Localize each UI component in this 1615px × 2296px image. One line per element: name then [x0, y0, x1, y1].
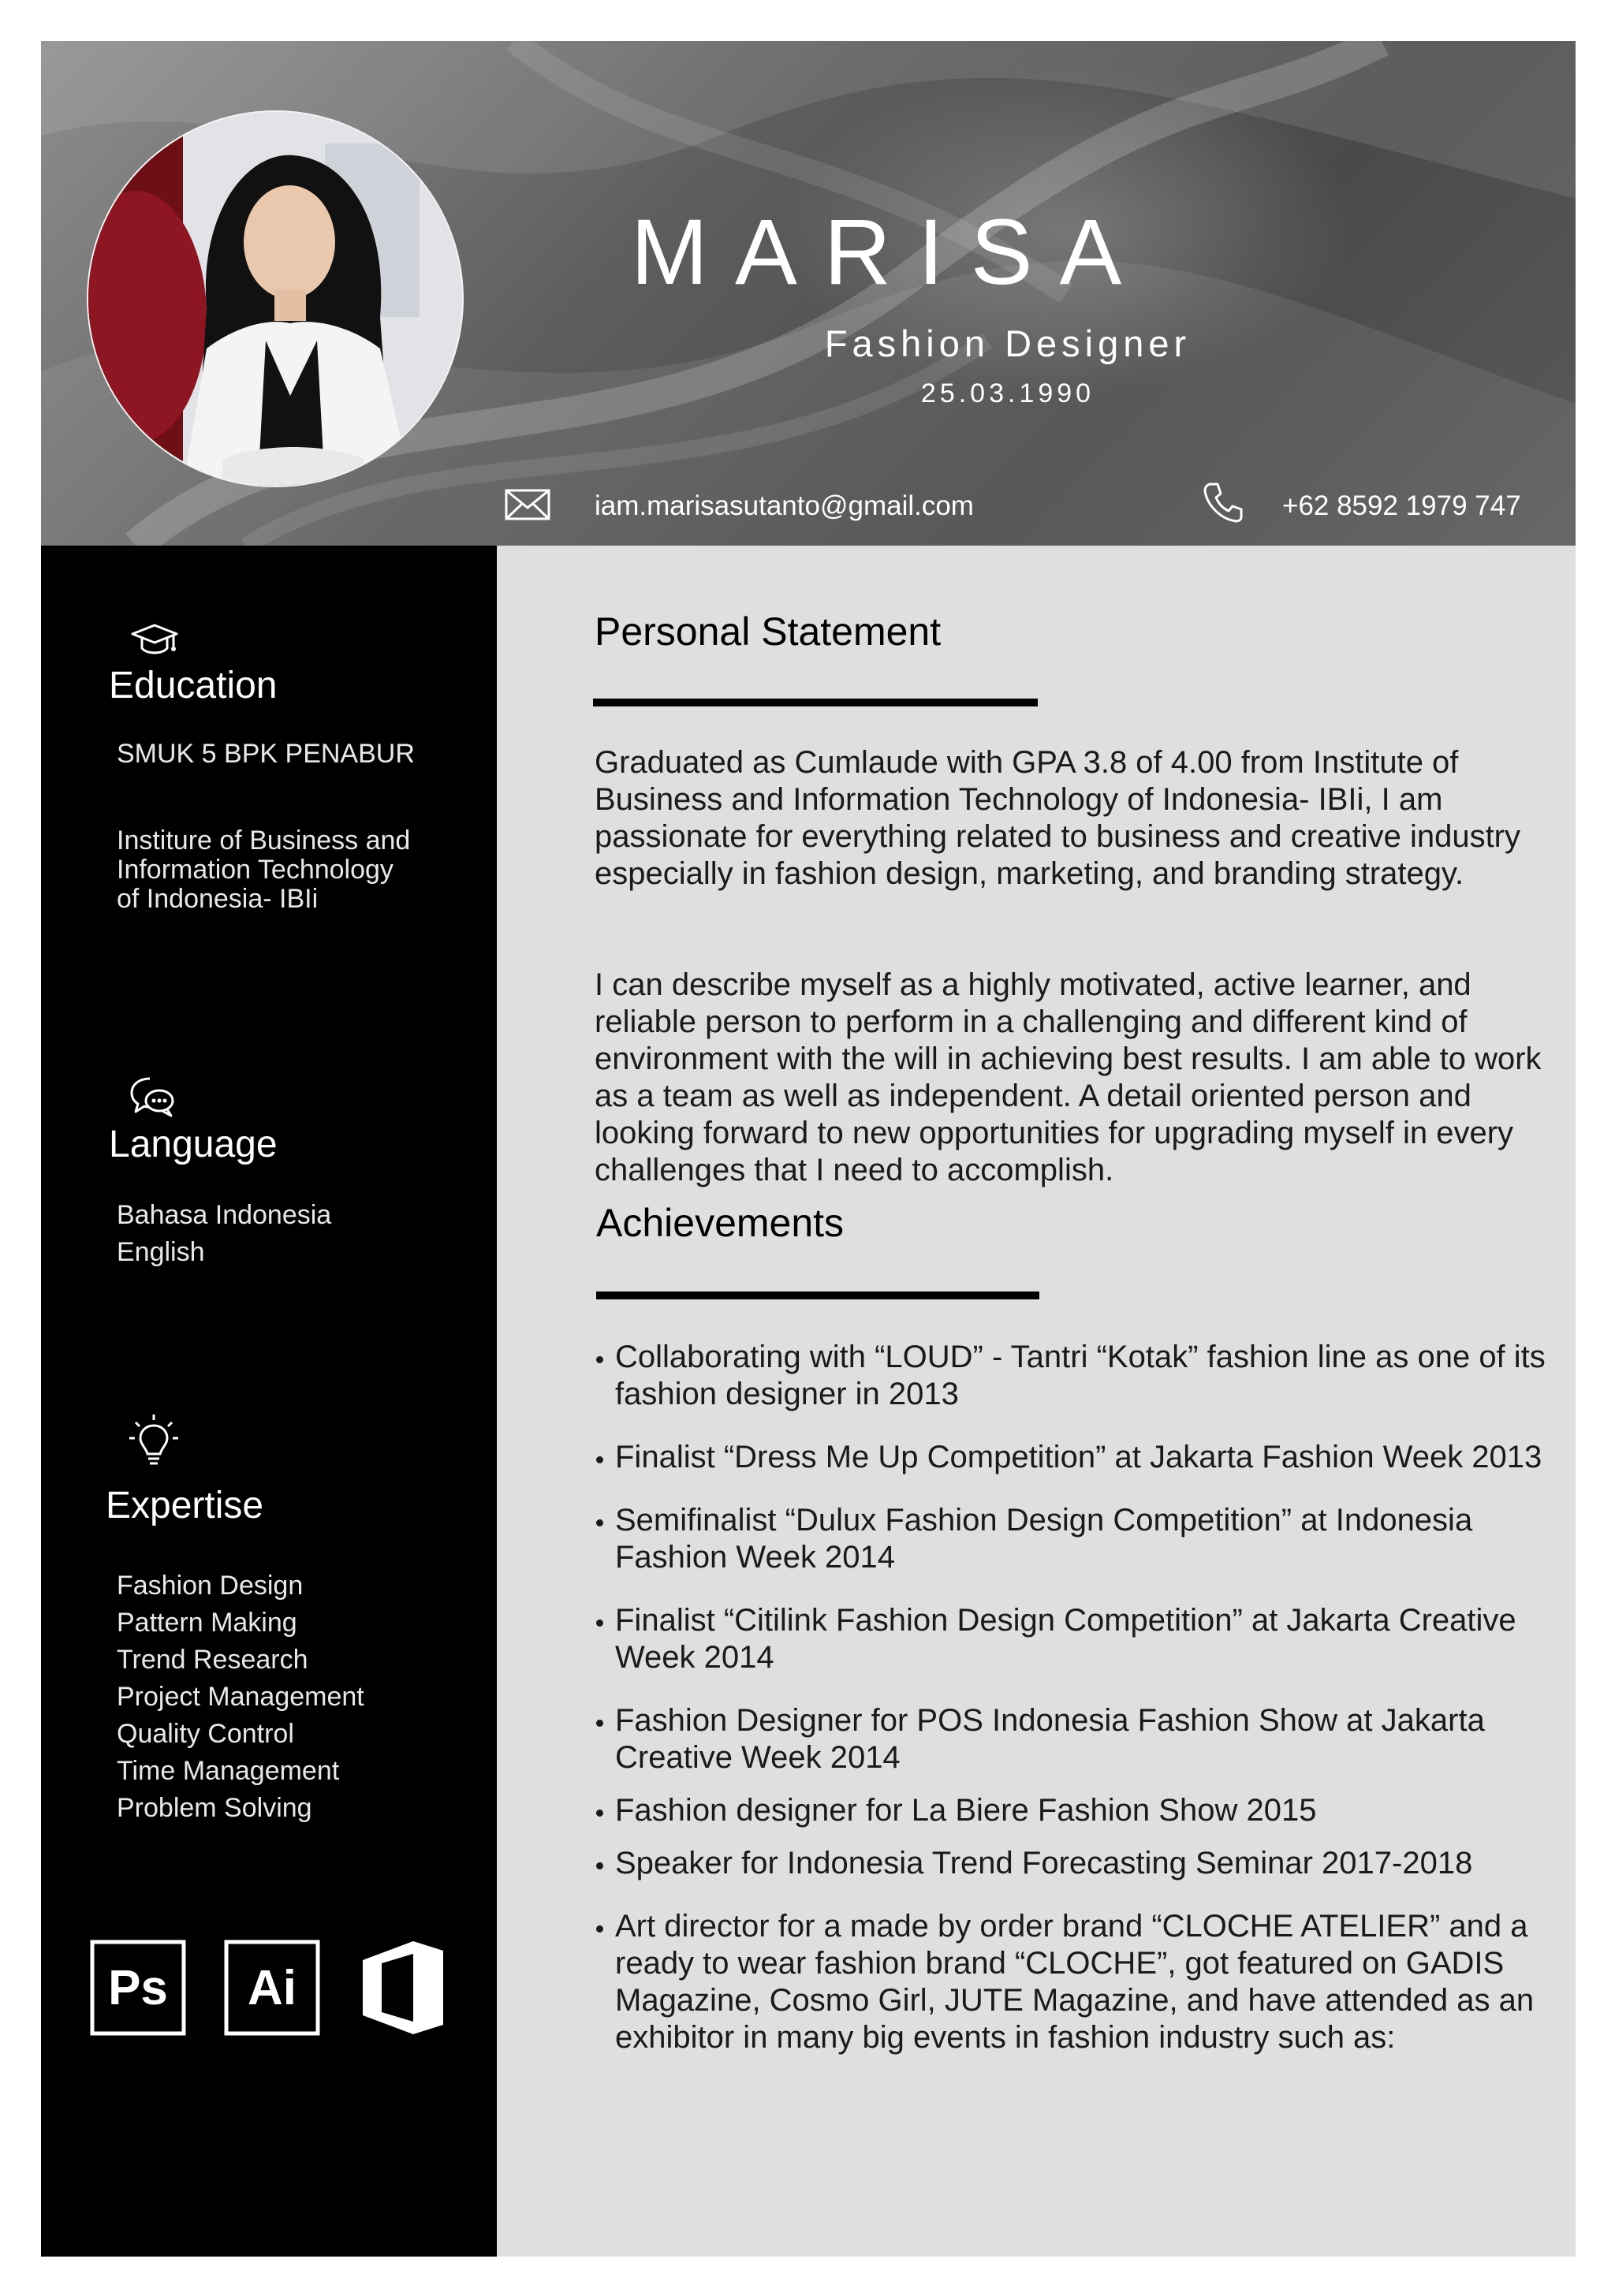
birth-date: 25.03.1990 [920, 378, 1095, 408]
phone-number[interactable]: +62 8592 1979 747 [1282, 490, 1521, 521]
expertise-item: Project Management [117, 1682, 364, 1712]
achievements-heading: Achievements [596, 1201, 845, 1245]
expertise-item: Time Management [117, 1756, 340, 1786]
illustrator-icon [224, 1940, 320, 2036]
main-content [497, 546, 1576, 2257]
university-line-1: Institure of Business and [117, 826, 411, 855]
phone-icon [1202, 481, 1244, 524]
achievement-item: Fashion designer for La Biere Fashion Show 2015 [595, 1792, 1565, 1829]
achievement-item: Finalist “Dress Me Up Competition” at Jakarta Fashion Week 2013 [595, 1439, 1565, 1476]
personal-statement-heading: Personal Statement [595, 609, 942, 654]
achievement-item: Speaker for Indonesia Trend Forecasting Seminar 2017-2018 [595, 1845, 1565, 1882]
statement-paragraph-1: Graduated as Cumlaude with GPA 3.8 of 4.00 from Institute of Business and Information Technology of Indonesia- IBIi, I am passionate for everything related to business and creative industry especially in fashion design, marketing, and branding strategy. [595, 745, 1521, 891]
envelope-icon [505, 489, 550, 520]
profile-photo [87, 110, 464, 487]
photoshop-label: Ps [108, 1961, 168, 2015]
achievement-item: Art director for a made by order brand “CLOCHE ATELIER” and a ready to wear fashion brand “CLOCHE”, got featured on GADIS Magazine, Cosmo Girl, JUTE Magazine, and have attended as an exhibitor in many big events in fashion industry such as: [595, 1908, 1565, 2056]
language-item: English [117, 1237, 205, 1267]
heading-underline [596, 1292, 1039, 1299]
lightbulb-icon [128, 1413, 180, 1470]
language-item: Bahasa Indonesia [117, 1200, 332, 1230]
language-list [117, 1197, 331, 1271]
achievement-item: Collaborating with “LOUD” - Tantri “Kotak” fashion line as one of its fashion designer in 2013 [595, 1339, 1565, 1413]
chat-bubbles-icon [128, 1074, 177, 1118]
resume-page [41, 41, 1576, 2257]
illustrator-label: Ai [248, 1961, 297, 2015]
resume-header [41, 41, 1576, 546]
expertise-item: Fashion Design [117, 1571, 304, 1601]
expertise-item: Trend Research [117, 1645, 308, 1675]
job-title: Fashion Designer [824, 322, 1192, 364]
language-heading: Language [109, 1124, 278, 1165]
expertise-heading: Expertise [106, 1485, 264, 1526]
achievement-item: Fashion Designer for POS Indonesia Fashion Show at Jakarta Creative Week 2014 [595, 1702, 1565, 1776]
school-name: SMUK 5 BPK PENABUR [117, 739, 415, 769]
achievement-item: Semifinalist “Dulux Fashion Design Competition” at Indonesia Fashion Week 2014 [595, 1502, 1565, 1576]
sidebar [41, 546, 497, 2257]
photoshop-icon [90, 1940, 186, 2036]
expertise-item: Quality Control [117, 1719, 294, 1749]
achievement-item: Finalist “Citilink Fashion Design Competition” at Jakarta Creative Week 2014 [595, 1602, 1565, 1676]
candidate-name: MARISA [630, 200, 1149, 304]
statement-paragraph-2: I can describe myself as a highly motivated, active learner, and reliable person to perform in a challenging and different kind of environment with the will in achieving best results. I am able to work as a team as well as independent. A detail oriented person and looking forward to new opportunities for upgrading myself in every challenges that I need to accomplish. [595, 967, 1542, 1187]
education-heading: Education [109, 665, 278, 706]
expertise-item: Pattern Making [117, 1608, 297, 1638]
graduation-cap-icon [129, 621, 180, 659]
office-icon [358, 1936, 446, 2039]
achievements-list [595, 1339, 1565, 2056]
heading-underline [593, 699, 1038, 706]
university-line-3: of Indonesia- IBIi [117, 884, 319, 914]
expertise-item: Problem Solving [117, 1793, 312, 1823]
email-link[interactable]: iam.marisasutanto@gmail.com [595, 490, 974, 521]
expertise-list [117, 1567, 364, 1827]
university-line-2: Information Technology [117, 855, 393, 885]
